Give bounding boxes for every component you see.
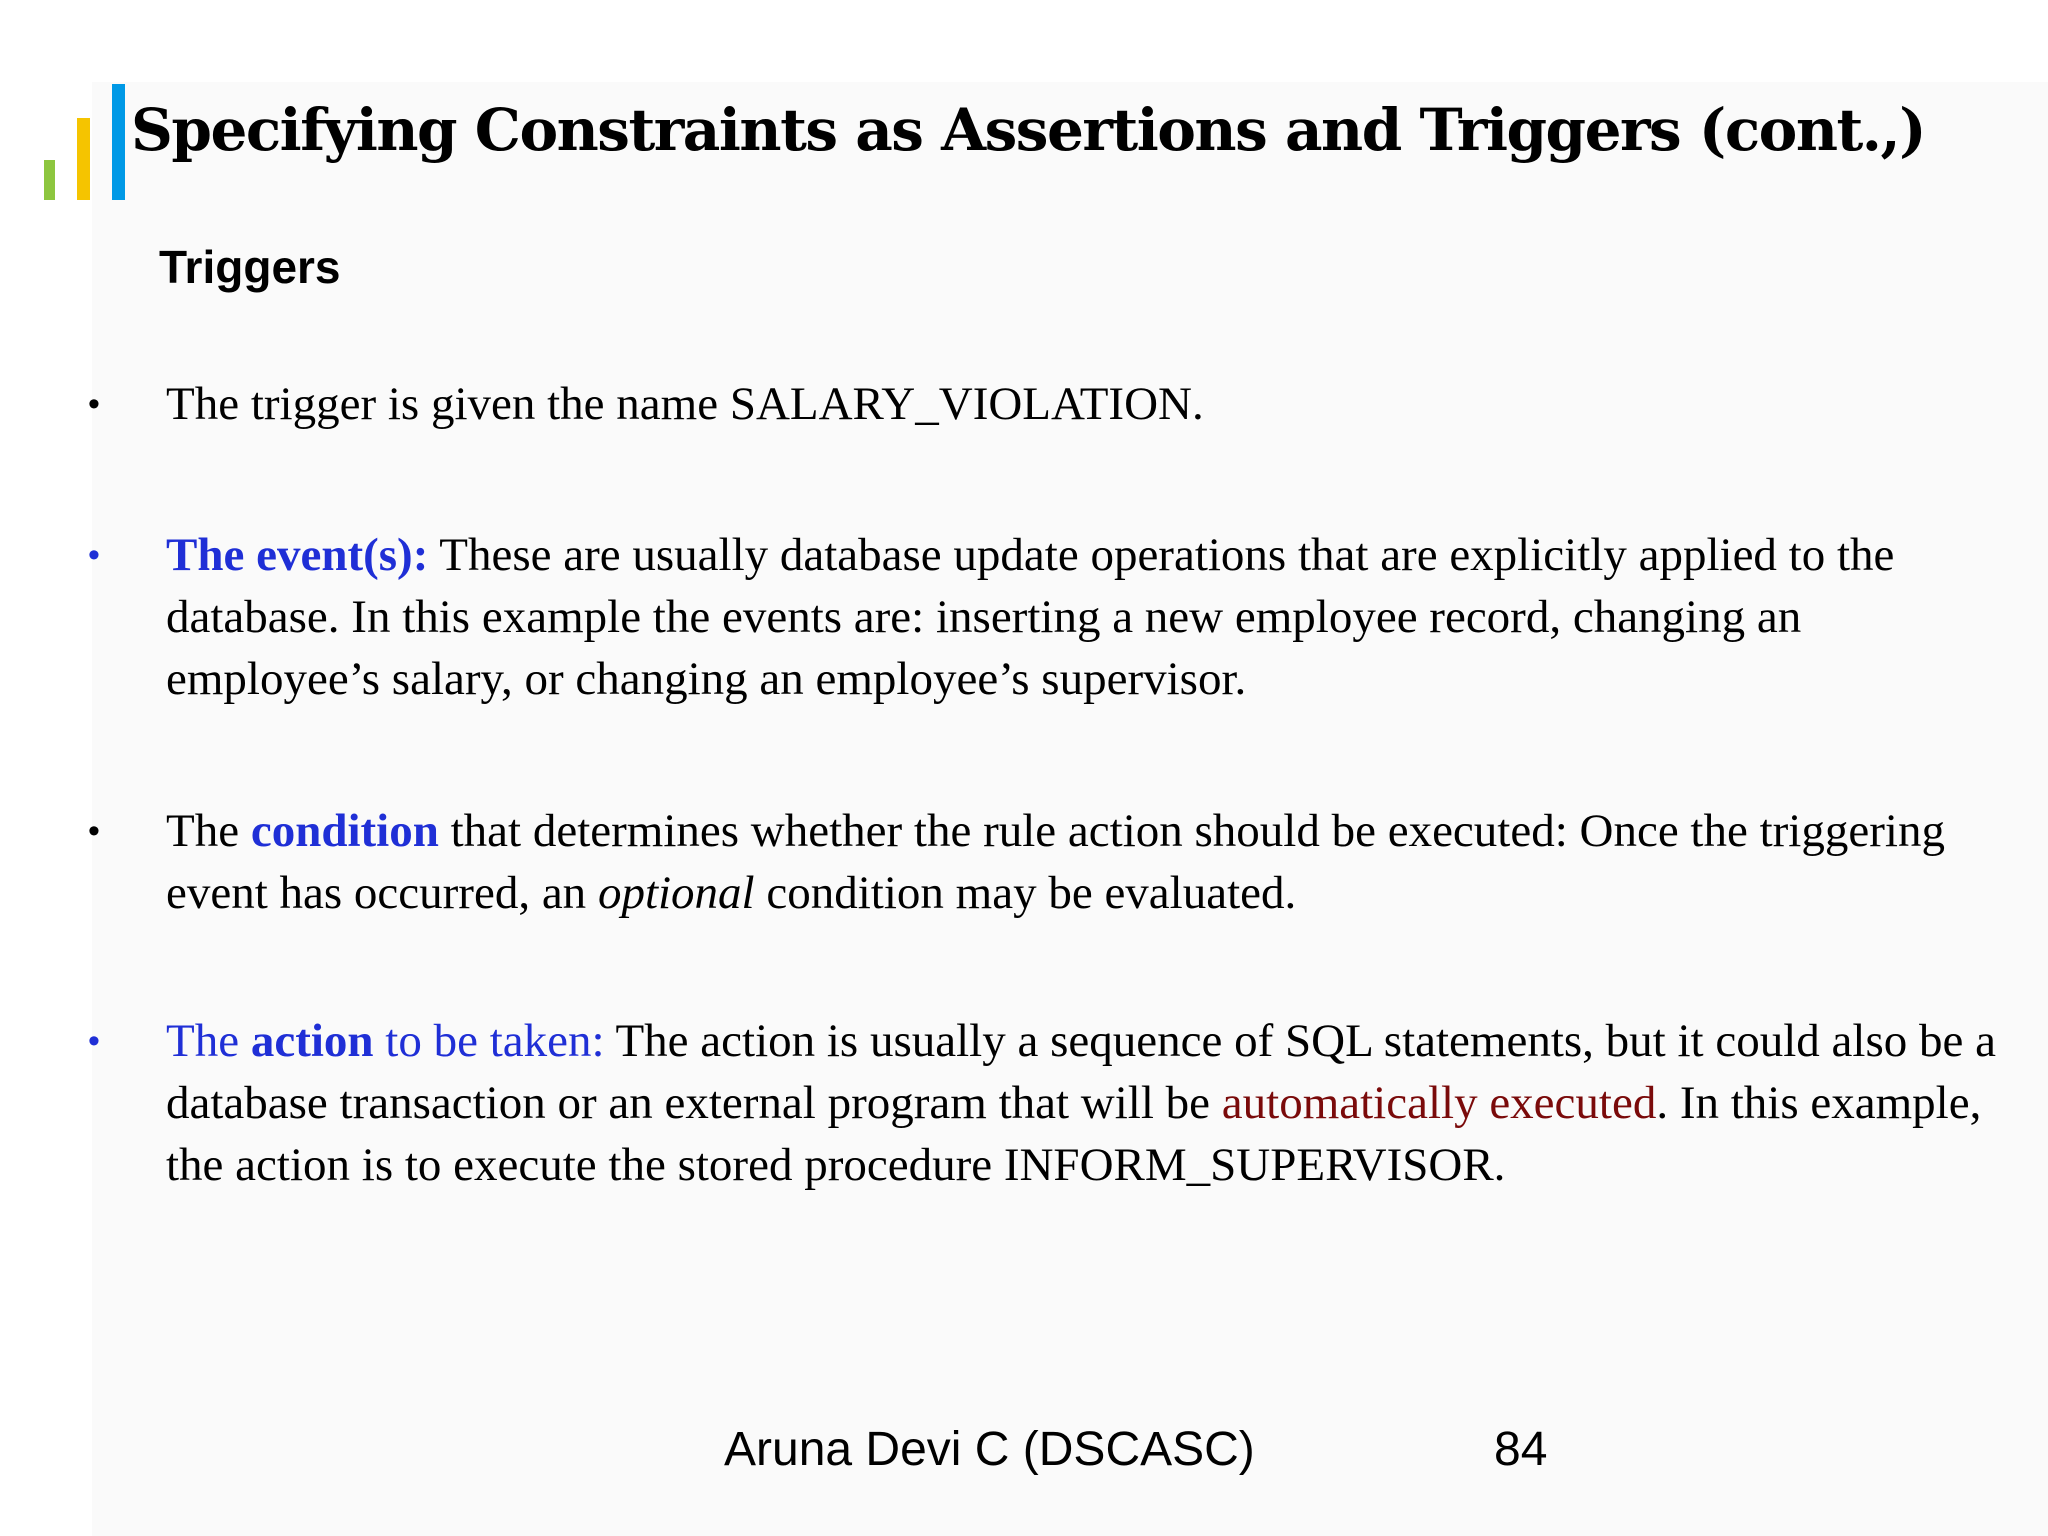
action-prefix: The xyxy=(166,1015,251,1067)
condition-prefix: The xyxy=(166,805,251,857)
action-text: The action is usually a sequence of SQL statements, but it could also be a database transaction or an external program that will be xyxy=(166,1015,1996,1129)
action-highlight: automatically executed xyxy=(1221,1077,1657,1129)
event-text: These are usually database update operations that are explicitly applied to the database. In this example the events are: inserting a new employee record, changing an employee’s salary, or changing an employee’s supervisor. xyxy=(166,529,1895,705)
bullet-dot-icon: • xyxy=(88,1022,100,1060)
bullet-action xyxy=(88,1010,2006,1196)
logo-bar-yellow xyxy=(77,118,90,200)
bullet-dot-icon: • xyxy=(88,812,100,850)
event-label: The event(s): xyxy=(166,529,429,581)
bullet-trigger-name xyxy=(88,373,2006,435)
slide-title: Specifying Constraints as Assertions and Triggers (cont.,) xyxy=(131,96,1926,164)
logo-bar-green xyxy=(44,160,55,200)
condition-text: that determines whether the rule action should be executed: Once the triggering event has occurred, an xyxy=(166,805,1945,919)
bullet-event xyxy=(88,524,2006,710)
logo-bar-blue xyxy=(112,84,125,200)
bullet-condition xyxy=(88,800,2006,924)
action-text-end: . In this example, the action is to execute the stored procedure INFORM_SUPERVISOR. xyxy=(166,1077,1982,1191)
bullet-text: The trigger is given the name SALARY_VIOLATION. xyxy=(166,378,1204,430)
footer-page-number: 84 xyxy=(1494,1423,1548,1476)
condition-text-end: condition may be evaluated. xyxy=(754,867,1297,919)
action-label-suffix: to be taken: xyxy=(373,1015,605,1067)
condition-keyword: condition xyxy=(250,805,439,857)
bullet-dot-icon: • xyxy=(88,536,100,574)
condition-italic-word: optional xyxy=(597,867,755,919)
action-keyword: action xyxy=(250,1015,374,1067)
footer-author: Aruna Devi C (DSCASC) xyxy=(724,1423,1255,1476)
bullet-dot-icon: • xyxy=(88,385,100,423)
bar-chart-logo-icon xyxy=(44,84,130,200)
slide-subtitle: Triggers xyxy=(159,241,341,293)
